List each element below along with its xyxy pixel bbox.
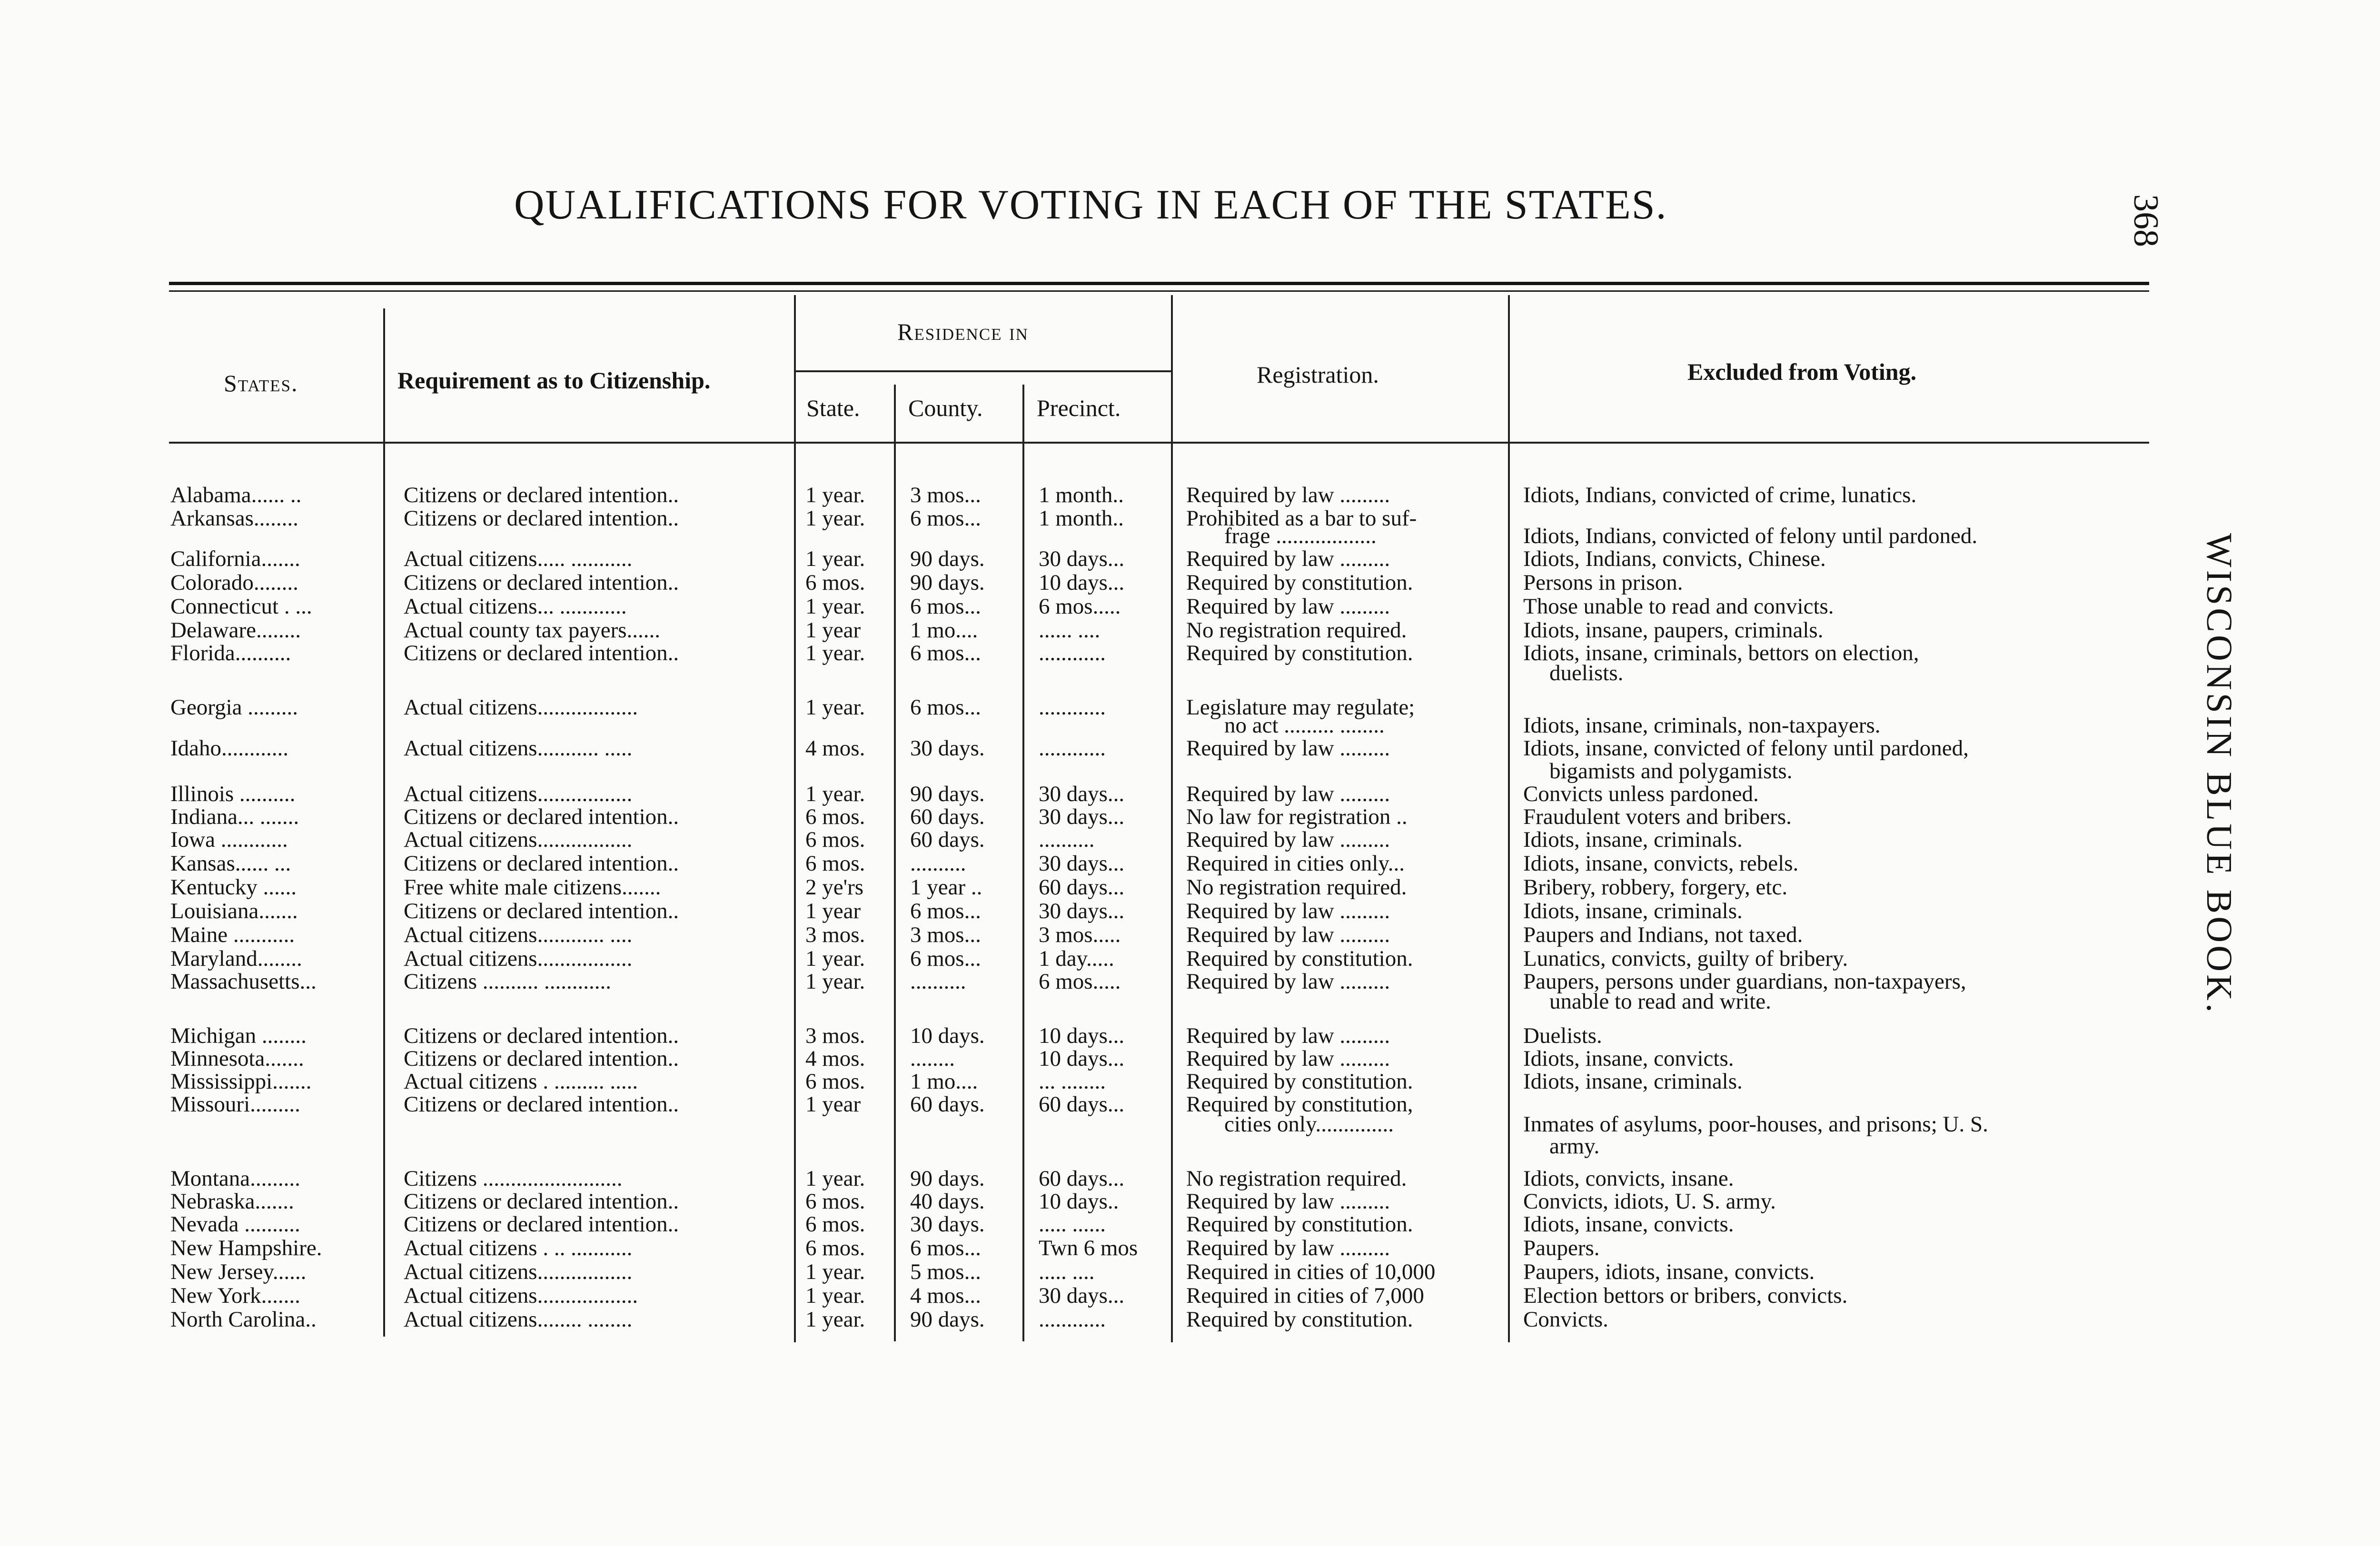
- citizenship-cell: Actual citizens.................: [404, 1259, 633, 1284]
- residence-precinct-cell: 60 days...: [1039, 875, 1125, 900]
- table-row: [0, 875, 2380, 900]
- table-row: [0, 804, 2380, 829]
- citizenship-cell: Citizens or declared intention..: [404, 1046, 679, 1071]
- excluded-cell: Paupers, persons under guardians, non-taxpayers,: [1523, 969, 1966, 994]
- residence-county-cell: 30 days.: [910, 736, 985, 761]
- residence-precinct-cell: ............: [1039, 736, 1106, 761]
- citizenship-cell: Citizens or declared intention..: [404, 1023, 679, 1048]
- residence-county-cell: 3 mos...: [910, 483, 981, 507]
- residence-county-cell: 6 mos...: [910, 946, 981, 971]
- table-row: [0, 1166, 2380, 1191]
- residence-state-cell: 6 mos.: [805, 827, 865, 852]
- state-name: Nebraska.......: [170, 1189, 294, 1214]
- registration-cell: Required by constitution.: [1186, 1307, 1413, 1332]
- residence-state-cell: 6 mos.: [805, 570, 865, 595]
- state-name: Massachusetts...: [170, 969, 317, 994]
- registration-cell: Required by constitution.: [1186, 946, 1413, 971]
- registration-cell: No registration required.: [1186, 875, 1407, 900]
- table-row: [0, 899, 2380, 923]
- citizenship-cell: Citizens or declared intention..: [404, 1212, 679, 1237]
- table-row: [0, 618, 2380, 643]
- header-bottom-rule: [169, 442, 2149, 444]
- residence-county-cell: 90 days.: [910, 1166, 985, 1191]
- residence-precinct-cell: 10 days...: [1039, 1046, 1125, 1071]
- residence-precinct-cell: ..........: [1039, 827, 1095, 852]
- registration-cell: Required by law .........: [1186, 736, 1390, 761]
- state-name: Kentucky ......: [170, 875, 297, 900]
- state-name: California.......: [170, 546, 300, 571]
- registration-cell: Required in cities only...: [1186, 851, 1405, 876]
- state-name: Connecticut . ...: [170, 594, 312, 619]
- residence-precinct-cell: 1 day.....: [1039, 946, 1114, 971]
- citizenship-cell: Actual citizens.................: [404, 946, 633, 971]
- residence-state-cell: 1 year: [805, 1092, 861, 1117]
- registration-cell: Required by law .........: [1186, 1023, 1390, 1048]
- excluded-cell: bigamists and polygamists.: [1549, 759, 1793, 783]
- residence-precinct-cell: 30 days...: [1039, 851, 1125, 876]
- table-row: [0, 1189, 2380, 1214]
- citizenship-cell: Citizens or declared intention..: [404, 483, 679, 507]
- registration-cell: Required by constitution,: [1186, 1092, 1413, 1117]
- table-row: [0, 736, 2380, 761]
- table-row: [0, 570, 2380, 595]
- registration-cell: Required by law .........: [1186, 922, 1390, 947]
- table-row: [0, 1112, 2380, 1137]
- citizenship-cell: Actual citizens..................: [404, 1283, 638, 1308]
- residence-precinct-cell: ..... ....: [1039, 1259, 1095, 1284]
- state-name: New Hampshire.: [170, 1236, 322, 1260]
- table-row: [0, 713, 2380, 738]
- top-rule-thin: [169, 290, 2149, 292]
- registration-cell: Required by law .........: [1186, 1046, 1390, 1071]
- residence-state-cell: 1 year.: [805, 546, 865, 571]
- residence-county-cell: 6 mos...: [910, 1236, 981, 1260]
- residence-county-cell: 6 mos...: [910, 899, 981, 923]
- state-name: Colorado........: [170, 570, 298, 595]
- excluded-cell: Idiots, insane, criminals.: [1523, 1069, 1743, 1094]
- residence-state-cell: 1 year.: [805, 594, 865, 619]
- citizenship-cell: Actual citizens . ......... .....: [404, 1069, 638, 1094]
- residence-state-cell: 1 year.: [805, 1166, 865, 1191]
- registration-cell: Required by law .........: [1186, 1236, 1390, 1260]
- residence-precinct-cell: Twn 6 mos: [1039, 1236, 1138, 1260]
- page-title: QUALIFICATIONS FOR VOTING IN EACH OF THE STATES.: [514, 182, 1667, 228]
- residence-county-cell: 90 days.: [910, 782, 985, 806]
- citizenship-cell: Citizens or declared intention..: [404, 506, 679, 531]
- residence-county-cell: 3 mos...: [910, 922, 981, 947]
- state-name: Michigan ........: [170, 1023, 307, 1048]
- running-side-title: WISCONSIN BLUE BOOK.: [2199, 533, 2239, 1015]
- state-name: Montana.........: [170, 1166, 300, 1191]
- header-registration: Registration.: [1257, 361, 1379, 388]
- table-row: [0, 1069, 2380, 1094]
- residence-precinct-cell: 60 days...: [1039, 1166, 1125, 1191]
- residence-county-cell: 6 mos...: [910, 594, 981, 619]
- residence-state-cell: 3 mos.: [805, 922, 865, 947]
- excluded-cell: Idiots, insane, convicts.: [1523, 1046, 1734, 1071]
- excluded-cell: Convicts.: [1523, 1307, 1608, 1332]
- excluded-cell: Bribery, robbery, forgery, etc.: [1523, 875, 1788, 900]
- excluded-cell: Idiots, insane, convicted of felony until pardoned,: [1523, 736, 1969, 761]
- registration-cell: Prohibited as a bar to suf-: [1186, 506, 1417, 531]
- residence-state-cell: 4 mos.: [805, 736, 865, 761]
- residence-state-cell: 6 mos.: [805, 1236, 865, 1260]
- table-row: [0, 1212, 2380, 1237]
- excluded-cell: Idiots, Indians, convicts, Chinese.: [1523, 546, 1826, 571]
- residence-precinct-cell: 1 month..: [1039, 483, 1124, 507]
- residence-state-cell: 1 year.: [805, 946, 865, 971]
- residence-county-cell: 6 mos...: [910, 506, 981, 531]
- state-name: Minnesota.......: [170, 1046, 304, 1071]
- excluded-cell: Idiots, insane, criminals.: [1523, 827, 1743, 852]
- table-row: [0, 922, 2380, 947]
- registration-cell: Required by law .........: [1186, 594, 1390, 619]
- residence-precinct-cell: ..... ......: [1039, 1212, 1106, 1237]
- residence-county-cell: 90 days.: [910, 570, 985, 595]
- registration-cell: no act ......... ........: [1224, 713, 1385, 738]
- excluded-cell: Paupers and Indians, not taxed.: [1523, 922, 1803, 947]
- citizenship-cell: Actual citizens........ ........: [404, 1307, 633, 1332]
- state-name: Georgia .........: [170, 695, 298, 720]
- citizenship-cell: Citizens or declared intention..: [404, 1189, 679, 1214]
- residence-county-cell: 5 mos...: [910, 1259, 981, 1284]
- state-name: Iowa ............: [170, 827, 288, 852]
- residence-state-cell: 1 year.: [805, 641, 865, 665]
- citizenship-cell: Actual citizens..... ...........: [404, 546, 633, 571]
- registration-cell: Required by law .........: [1186, 827, 1390, 852]
- registration-cell: Required by law .........: [1186, 969, 1390, 994]
- table-row: [0, 782, 2380, 806]
- residence-state-cell: 1 year.: [805, 969, 865, 994]
- state-name: Idaho............: [170, 736, 289, 761]
- excluded-cell: duelists.: [1549, 661, 1624, 685]
- residence-county-cell: 1 mo....: [910, 1069, 978, 1094]
- residence-precinct-cell: 1 month..: [1039, 506, 1124, 531]
- registration-cell: Required by law .........: [1186, 899, 1390, 923]
- header-states: States.: [224, 370, 298, 396]
- residence-precinct-cell: 10 days...: [1039, 1023, 1125, 1048]
- table-row: [0, 1236, 2380, 1260]
- residence-county-cell: 30 days.: [910, 1212, 985, 1237]
- page-number: 368: [2126, 194, 2165, 247]
- table-row: [0, 1134, 2380, 1159]
- residence-state-cell: 6 mos.: [805, 1189, 865, 1214]
- registration-cell: Legislature may regulate;: [1186, 695, 1415, 720]
- residence-state-cell: 1 year.: [805, 506, 865, 531]
- header-excluded: Excluded from Voting.: [1687, 358, 1917, 385]
- citizenship-cell: Actual citizens............ ....: [404, 922, 633, 947]
- residence-precinct-cell: 3 mos.....: [1039, 922, 1121, 947]
- registration-cell: No law for registration ..: [1186, 804, 1408, 829]
- registration-cell: No registration required.: [1186, 1166, 1407, 1191]
- table-row: [0, 759, 2380, 783]
- header-residence-in: Residence in: [897, 318, 1029, 345]
- residence-county-cell: 6 mos...: [910, 641, 981, 665]
- citizenship-cell: Actual citizens.................: [404, 782, 633, 806]
- excluded-cell: Duelists.: [1523, 1023, 1602, 1048]
- residence-state-cell: 1 year: [805, 899, 861, 923]
- residence-county-cell: 6 mos...: [910, 695, 981, 720]
- registration-cell: Required by constitution.: [1186, 641, 1413, 665]
- state-name: Florida..........: [170, 641, 291, 665]
- citizenship-cell: Citizens or declared intention..: [404, 641, 679, 665]
- residence-precinct-cell: 30 days...: [1039, 782, 1125, 806]
- table-row: [0, 524, 2380, 548]
- table-row: [0, 483, 2380, 507]
- residence-state-cell: 6 mos.: [805, 1069, 865, 1094]
- top-rule-thick: [169, 282, 2149, 285]
- state-name: North Carolina..: [170, 1307, 317, 1332]
- citizenship-cell: Citizens or declared intention..: [404, 804, 679, 829]
- residence-state-cell: 6 mos.: [805, 1212, 865, 1237]
- excluded-cell: Convicts unless pardoned.: [1523, 782, 1759, 806]
- registration-cell: Required by constitution.: [1186, 1212, 1413, 1237]
- residence-precinct-cell: 30 days...: [1039, 804, 1125, 829]
- excluded-cell: Those unable to read and convicts.: [1523, 594, 1834, 619]
- excluded-cell: Idiots, Indians, convicted of felony until pardoned.: [1523, 524, 1978, 548]
- residence-precinct-cell: 6 mos.....: [1039, 594, 1121, 619]
- table-row: [0, 989, 2380, 1014]
- residence-state-cell: 3 mos.: [805, 1023, 865, 1048]
- state-name: New Jersey......: [170, 1259, 307, 1284]
- excluded-cell: army.: [1549, 1134, 1600, 1159]
- residence-county-cell: 40 days.: [910, 1189, 985, 1214]
- state-name: Kansas...... ...: [170, 851, 291, 876]
- residence-county-cell: 4 mos...: [910, 1283, 981, 1308]
- residence-precinct-cell: 10 days...: [1039, 570, 1125, 595]
- residence-county-cell: ..........: [910, 969, 966, 994]
- citizenship-cell: Actual citizens... ............: [404, 594, 627, 619]
- residence-state-cell: 2 ye'rs: [805, 875, 864, 900]
- registration-cell: Required by constitution.: [1186, 570, 1413, 595]
- residence-precinct-cell: 30 days...: [1039, 546, 1125, 571]
- state-name: Delaware........: [170, 618, 301, 643]
- residence-precinct-cell: ............: [1039, 1307, 1106, 1332]
- citizenship-cell: Citizens or declared intention..: [404, 851, 679, 876]
- citizenship-cell: Citizens .......... ............: [404, 969, 612, 994]
- excluded-cell: Lunatics, convicts, guilty of bribery.: [1523, 946, 1848, 971]
- table-row: [0, 1283, 2380, 1308]
- state-name: Nevada ..........: [170, 1212, 300, 1237]
- excluded-cell: Paupers.: [1523, 1236, 1600, 1260]
- residence-county-cell: 90 days.: [910, 546, 985, 571]
- excluded-cell: Fraudulent voters and bribers.: [1523, 804, 1792, 829]
- table-row: [0, 1307, 2380, 1332]
- table-row: [0, 1023, 2380, 1048]
- citizenship-cell: Citizens or declared intention..: [404, 570, 679, 595]
- citizenship-cell: Citizens or declared intention..: [404, 899, 679, 923]
- excluded-cell: Idiots, convicts, insane.: [1523, 1166, 1734, 1191]
- residence-state-cell: 1 year.: [805, 483, 865, 507]
- residence-precinct-cell: ... ........: [1039, 1069, 1106, 1094]
- registration-cell: Required by law .........: [1186, 546, 1390, 571]
- state-name: Maryland........: [170, 946, 302, 971]
- table-row: [0, 594, 2380, 619]
- residence-state-cell: 1 year.: [805, 782, 865, 806]
- state-name: Mississippi.......: [170, 1069, 312, 1094]
- citizenship-cell: Free white male citizens.......: [404, 875, 661, 900]
- residence-precinct-cell: ............: [1039, 695, 1106, 720]
- table-row: [0, 1046, 2380, 1071]
- registration-cell: Required in cities of 7,000: [1186, 1283, 1424, 1308]
- excluded-cell: Idiots, insane, convicts.: [1523, 1212, 1734, 1237]
- excluded-cell: Persons in prison.: [1523, 570, 1683, 595]
- residence-state-cell: 1 year.: [805, 1307, 865, 1332]
- residence-precinct-cell: 10 days..: [1039, 1189, 1119, 1214]
- header-residence-county: County.: [908, 395, 983, 421]
- excluded-cell: Idiots, insane, criminals, non-taxpayers.: [1523, 713, 1881, 738]
- residence-county-cell: 10 days.: [910, 1023, 985, 1048]
- excluded-cell: Idiots, insane, convicts, rebels.: [1523, 851, 1799, 876]
- residence-state-cell: 1 year: [805, 618, 861, 643]
- residence-state-cell: 6 mos.: [805, 804, 865, 829]
- residence-precinct-cell: 30 days...: [1039, 899, 1125, 923]
- state-name: Maine ...........: [170, 922, 295, 947]
- residence-county-cell: 60 days.: [910, 804, 985, 829]
- residence-county-cell: 60 days.: [910, 827, 985, 852]
- table-row: [0, 851, 2380, 876]
- excluded-cell: Idiots, insane, paupers, criminals.: [1523, 618, 1824, 643]
- excluded-cell: Paupers, idiots, insane, convicts.: [1523, 1259, 1815, 1284]
- table-row: [0, 661, 2380, 685]
- residence-precinct-cell: ............: [1039, 641, 1106, 665]
- residence-precinct-cell: 60 days...: [1039, 1092, 1125, 1117]
- registration-cell: cities only..............: [1224, 1112, 1394, 1137]
- residence-precinct-cell: 6 mos.....: [1039, 969, 1121, 994]
- registration-cell: Required in cities of 10,000: [1186, 1259, 1436, 1284]
- citizenship-cell: Actual citizens.................: [404, 827, 633, 852]
- residence-state-cell: 1 year.: [805, 1259, 865, 1284]
- header-residence-precinct: Precinct.: [1037, 395, 1121, 421]
- state-name: Arkansas........: [170, 506, 298, 531]
- residence-county-cell: 1 year ..: [910, 875, 982, 900]
- registration-cell: Required by constitution.: [1186, 1069, 1413, 1094]
- registration-cell: frage ..................: [1224, 524, 1377, 548]
- table-row: [0, 1259, 2380, 1284]
- residence-state-cell: 1 year.: [805, 1283, 865, 1308]
- excluded-cell: Idiots, Indians, convicted of crime, lunatics.: [1523, 483, 1917, 507]
- residence-county-cell: 90 days.: [910, 1307, 985, 1332]
- excluded-cell: Inmates of asylums, poor-houses, and prisons; U. S.: [1523, 1112, 1988, 1137]
- residence-precinct-cell: ...... ....: [1039, 618, 1101, 643]
- table-row: [0, 827, 2380, 852]
- residence-state-cell: 4 mos.: [805, 1046, 865, 1071]
- state-name: New York.......: [170, 1283, 300, 1308]
- registration-cell: Required by law .........: [1186, 1189, 1390, 1214]
- residence-county-cell: 1 mo....: [910, 618, 978, 643]
- citizenship-cell: Actual citizens . .. ...........: [404, 1236, 633, 1260]
- excluded-cell: unable to read and write.: [1549, 989, 1771, 1014]
- state-name: Alabama...... ..: [170, 483, 302, 507]
- citizenship-cell: Citizens or declared intention..: [404, 1092, 679, 1117]
- registration-cell: Required by law .........: [1186, 782, 1390, 806]
- citizenship-cell: Actual county tax payers......: [404, 618, 661, 643]
- excluded-cell: Idiots, insane, criminals.: [1523, 899, 1743, 923]
- citizenship-cell: Citizens .........................: [404, 1166, 623, 1191]
- excluded-cell: Election bettors or bribers, convicts.: [1523, 1283, 1848, 1308]
- state-name: Indiana... .......: [170, 804, 299, 829]
- state-name: Louisiana.......: [170, 899, 298, 923]
- citizenship-cell: Actual citizens..................: [404, 695, 638, 720]
- state-name: Missouri.........: [170, 1092, 300, 1117]
- registration-cell: Required by law .........: [1186, 483, 1390, 507]
- residence-county-cell: ........: [910, 1046, 955, 1071]
- residence-group-rule: [795, 370, 1171, 372]
- residence-state-cell: 6 mos.: [805, 851, 865, 876]
- table-row: [0, 546, 2380, 571]
- header-residence-state: State.: [806, 395, 860, 421]
- header-citizenship: Requirement as to Citizenship.: [397, 367, 711, 394]
- residence-county-cell: 60 days.: [910, 1092, 985, 1117]
- excluded-cell: Idiots, insane, criminals, bettors on election,: [1523, 641, 1919, 665]
- residence-precinct-cell: 30 days...: [1039, 1283, 1125, 1308]
- registration-cell: No registration required.: [1186, 618, 1407, 643]
- excluded-cell: Convicts, idiots, U. S. army.: [1523, 1189, 1776, 1214]
- residence-state-cell: 1 year.: [805, 695, 865, 720]
- state-name: Illinois ..........: [170, 782, 296, 806]
- table-row: [0, 946, 2380, 971]
- citizenship-cell: Actual citizens........... .....: [404, 736, 633, 761]
- residence-county-cell: ..........: [910, 851, 966, 876]
